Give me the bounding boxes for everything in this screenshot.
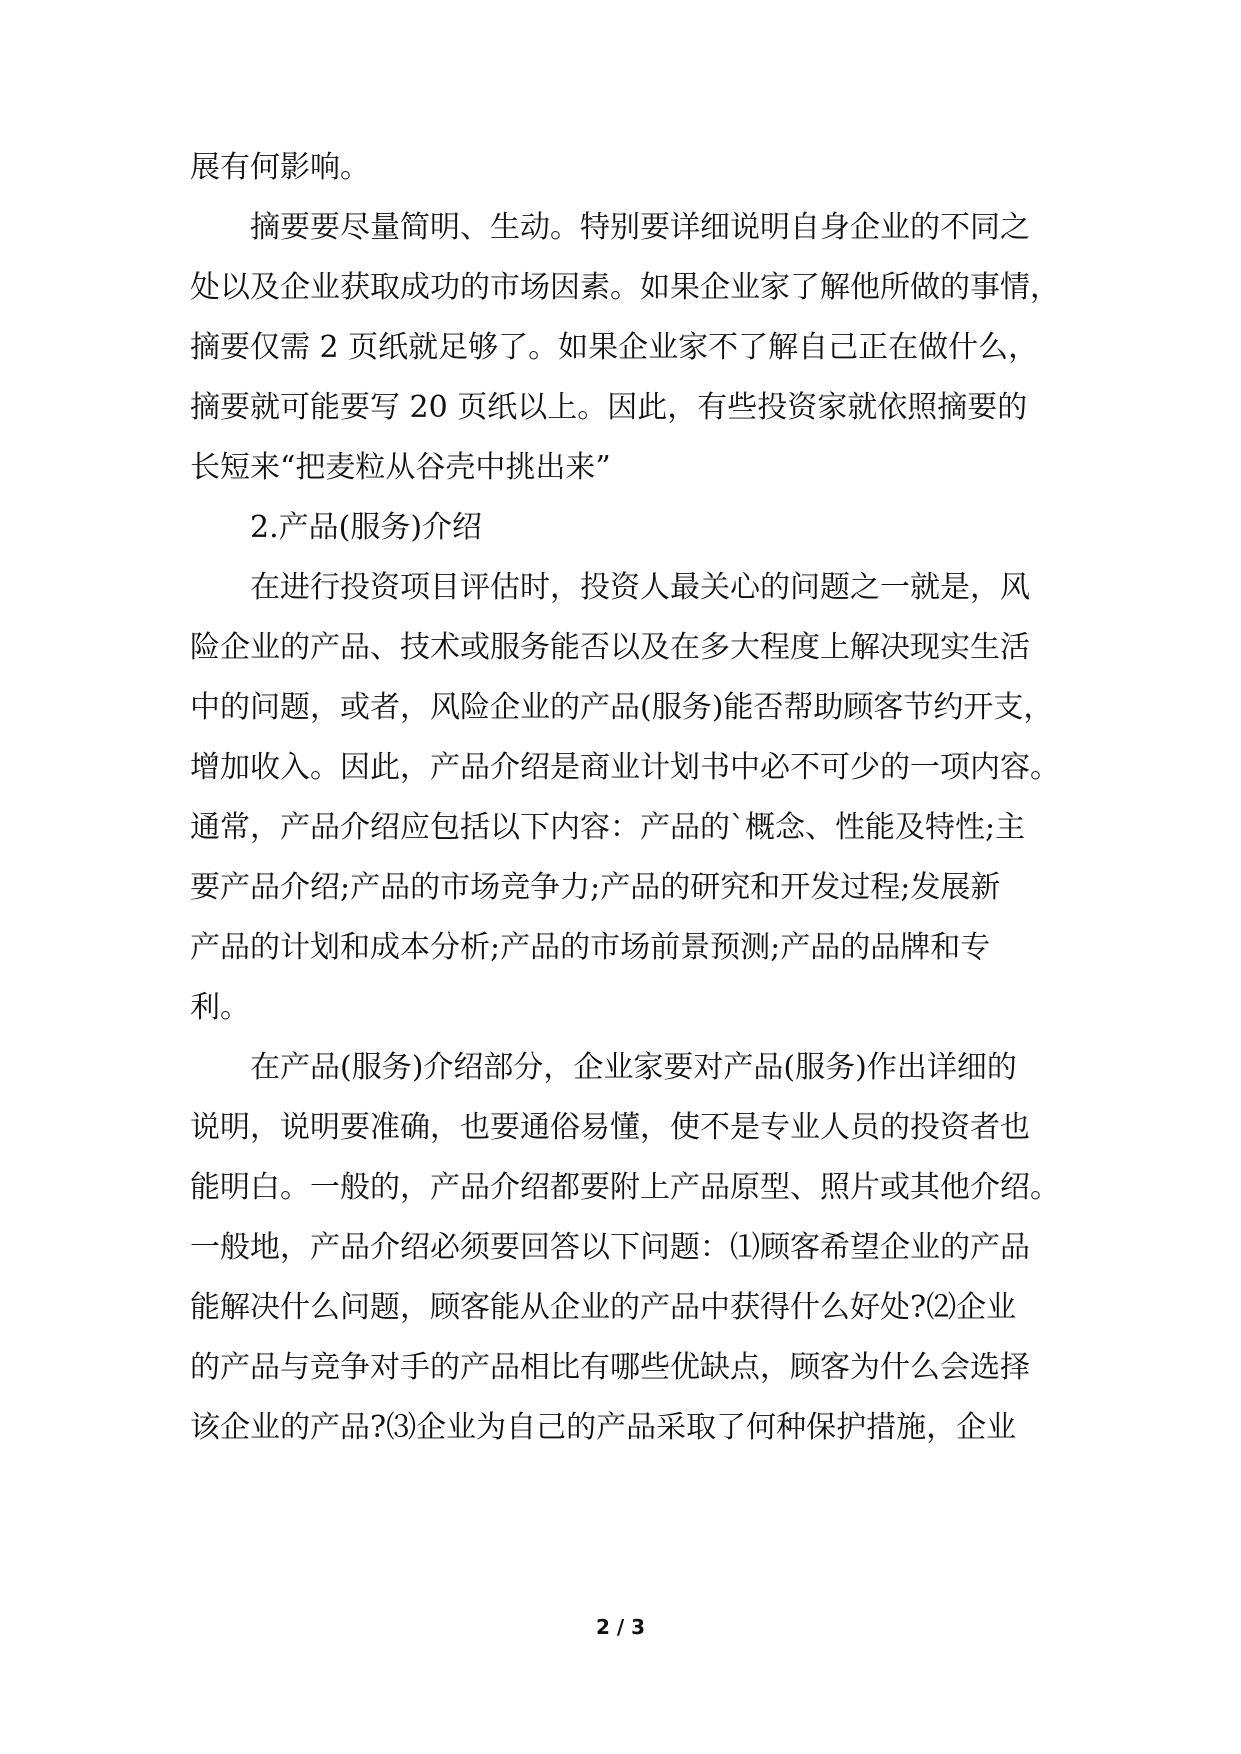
paragraph-start: 在产品(服务)介绍部分，企业家要对产品(服务)作出详细的 [250, 1050, 1017, 1085]
text-line: 展有何影响。 [190, 150, 370, 185]
text-line: 产品的计划和成本分析;产品的市场前景预测;产品的品牌和专 [190, 930, 991, 965]
text-line: 长短来“把麦粒从谷壳中挑出来” [190, 450, 611, 485]
text-line: 说明，说明要准确，也要通俗易懂，使不是专业人员的投资者也 [190, 1110, 1030, 1145]
text-line: 能明白。一般的，产品介绍都要附上产品原型、照片或其他介绍。 [190, 1170, 1060, 1205]
text-line: 处以及企业获取成功的市场因素。如果企业家了解他所做的事情， [190, 270, 1060, 305]
text-line: 该企业的产品?⑶企业为自己的产品采取了何种保护措施，企业 [190, 1410, 1017, 1445]
text-line: 利。 [190, 990, 250, 1025]
text-line: 一般地，产品介绍必须要回答以下问题：⑴顾客希望企业的产品 [190, 1230, 1030, 1265]
text-line: 要产品介绍;产品的市场竞争力;产品的研究和开发过程;发展新 [190, 870, 1001, 905]
text-line: 摘要就可能要写 20 页纸以上。因此，有些投资家就依照摘要的 [190, 390, 1028, 425]
text-line: 通常，产品介绍应包括以下内容：产品的`概念、性能及特性;主 [190, 810, 1026, 845]
paragraph-start: 在进行投资项目评估时，投资人最关心的问题之一就是，风 [250, 570, 1030, 605]
text-line: 中的问题，或者，风险企业的产品(服务)能否帮助顾客节约开支， [190, 690, 1054, 725]
text-line: 增加收入。因此，产品介绍是商业计划书中必不可少的一项内容。 [190, 750, 1060, 785]
text-line: 险企业的产品、技术或服务能否以及在多大程度上解决现实生活 [190, 630, 1030, 665]
text-line: 摘要仅需 2 页纸就足够了。如果企业家不了解自己正在做什么， [190, 330, 1039, 365]
text-line: 的产品与竞争对手的产品相比有哪些优缺点，顾客为什么会选择 [190, 1350, 1030, 1385]
section-heading: 2.产品(服务)介绍 [250, 510, 483, 545]
paragraph-start: 摘要要尽量简明、生动。特别要详细说明自身企业的不同之 [250, 210, 1030, 245]
text-line: 能解决什么问题，顾客能从企业的产品中获得什么好处?⑵企业 [190, 1290, 1017, 1325]
page-number: 2 / 3 [595, 1615, 646, 1639]
